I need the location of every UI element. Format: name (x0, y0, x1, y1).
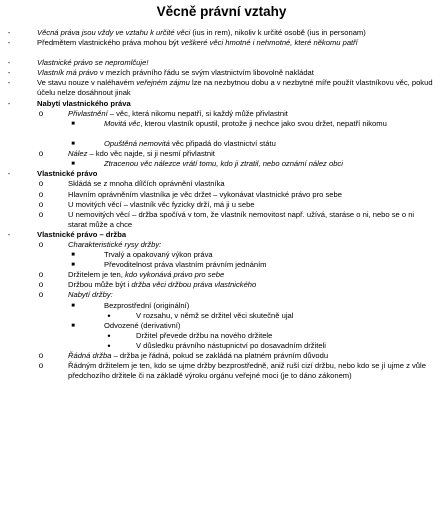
list-item (0, 109, 443, 119)
list-item (0, 210, 443, 230)
bullet-marker: ■ (71, 262, 75, 269)
list-item (0, 38, 443, 58)
bullet-marker: o (38, 280, 44, 290)
list-item-text (68, 270, 433, 280)
bullet-marker: ■ (71, 120, 75, 127)
text-run: Hlavním oprávněním vlastníka je věc držet – vykonávat vlastnické právo pro sebe (68, 189, 342, 199)
list-item-text (37, 58, 433, 68)
list-item-text (68, 210, 433, 230)
text-run: , kterou vlastník opustil, protože ji nechce jako svou držet, nepatří nikomu (140, 118, 387, 128)
list-item (0, 301, 443, 311)
text-run: Vlastnické právo se nepromlčuje! (37, 58, 149, 68)
text-run: Nabytí držby: (68, 290, 113, 300)
list-item (0, 361, 443, 391)
text-run: kdo vykonává právo pro sebe (124, 270, 225, 280)
list-item (0, 280, 443, 290)
bullet-marker: • (107, 310, 111, 321)
list-item (0, 58, 443, 68)
list-item-text (37, 38, 433, 48)
list-item-text (136, 331, 433, 341)
text-run: Vlastník má právo (37, 68, 98, 78)
text-run: U nemovitých věcí – držba spočívá v tom, že vlastník nemovitost např. užívá, staráse o ni, nebo se o ni starat může a chce (68, 209, 415, 229)
list-item-text (104, 159, 433, 169)
list-item (0, 28, 443, 38)
bullet-marker: o (38, 179, 44, 189)
bullet-marker: - (7, 98, 11, 108)
bullet-marker: o (38, 199, 44, 209)
list-item-text (68, 290, 433, 300)
text-run: Řádná držba (68, 351, 112, 360)
text-run: Opuštěná nemovitá (104, 139, 170, 149)
list-item-text (104, 301, 433, 311)
bullet-marker: o (38, 351, 44, 360)
list-item (0, 99, 443, 109)
text-run: Převoditelnost práva vlastním právním jednáním (104, 260, 267, 270)
text-run: veškeré věci hmotné i nehmotné, které někomu patří (180, 38, 358, 48)
list-item-text (68, 200, 433, 210)
text-run: Nabytí vlastnického práva (37, 98, 131, 108)
bullet-marker: ■ (71, 141, 75, 148)
list-item-text (37, 68, 433, 78)
list-item (0, 169, 443, 179)
text-run: věc připadá do vlastnictví státu (169, 139, 276, 149)
list-item-text (37, 230, 433, 240)
text-run: držba věci držbou práva vlastnického (131, 280, 257, 290)
text-run: U movitých věcí – vlastník věc fyzicky drží, má ji u sebe (68, 199, 255, 209)
bullet-marker: - (7, 68, 11, 78)
list-item-text (104, 260, 433, 270)
list-item (0, 270, 443, 280)
list-item (0, 200, 443, 210)
list-item (0, 311, 443, 321)
bullet-marker: - (7, 38, 11, 48)
text-run: Charakteristické rysy držby: (68, 239, 162, 249)
text-run: – kdo věc najde, si ji nesmí přivlastnit (87, 149, 215, 159)
list-item-text (68, 190, 433, 200)
list-item-text (68, 109, 433, 119)
text-run: (ius in rem), nikoliv k určité osobě (ius in personam) (190, 28, 366, 37)
text-run: Odvozené (derivativní) (104, 320, 181, 330)
text-run: – držba je řádná, pokud se zakládá na platném právním důvodu (111, 351, 329, 360)
list-item-text (37, 99, 433, 109)
list-item (0, 119, 443, 139)
bullet-marker: - (7, 58, 11, 68)
text-run: Držitel převede držbu na nového držitele (136, 330, 273, 340)
list-item-text (104, 321, 433, 331)
text-run: V důsledku právního nástupnictví po dosavadním držiteli (136, 340, 326, 350)
list-item-text (68, 179, 433, 189)
text-run: Řádným držitelem je ten, kdo se ujme držby bezprostředně, aniž ruší cizí držbu, nebo kdo se jí ujme z vůle předchozího držitele či na základě výroku orgánu veřejné moci (je to dáno zákonem) (68, 361, 426, 381)
list-item (0, 321, 443, 331)
bullet-list (0, 28, 443, 391)
text-run: Přivlastnění (68, 108, 108, 118)
bullet-marker: o (38, 290, 44, 300)
list-item-text (68, 351, 433, 361)
list-item (0, 139, 443, 149)
text-run: V rozsahu, v němž se držitel věci skutečně ujal (136, 310, 294, 320)
bullet-marker: - (7, 169, 11, 179)
list-item-text (136, 341, 433, 351)
list-item-text (37, 28, 433, 38)
list-item-text (68, 361, 433, 381)
list-item (0, 179, 443, 189)
text-run: Věcná práva jsou vždy ve vztahu k určité věci (37, 28, 191, 37)
list-item-text (68, 240, 433, 250)
bullet-marker: o (38, 361, 44, 371)
list-item (0, 331, 443, 341)
bullet-marker: • (107, 340, 111, 351)
bullet-marker: - (7, 78, 11, 88)
text-run: Skládá se z mnoha dílčích oprávnění vlastníka (68, 179, 225, 189)
bullet-marker: ■ (71, 161, 75, 168)
bullet-marker: o (38, 239, 44, 249)
list-item (0, 250, 443, 260)
text-run: Vlastnické právo (37, 169, 98, 179)
text-run: Předmětem vlastnického práva mohou být (37, 38, 181, 48)
text-run: Bezprostřední (originální) (104, 300, 190, 310)
text-run: Držbou může být i (68, 280, 132, 290)
list-item (0, 149, 443, 159)
list-item (0, 260, 443, 270)
list-item (0, 230, 443, 240)
bullet-marker: ■ (71, 302, 75, 309)
text-run: Nález (68, 149, 88, 159)
list-item-text (104, 250, 433, 260)
text-run: Vlastnické právo – držba (37, 229, 127, 239)
list-item (0, 190, 443, 200)
bullet-marker: o (38, 209, 44, 219)
bullet-marker: - (7, 28, 11, 37)
list-item-text (136, 311, 433, 321)
bullet-marker: ■ (71, 252, 75, 259)
list-item (0, 290, 443, 300)
text-run: Držitelem je ten, (68, 270, 125, 280)
bullet-marker: - (7, 229, 11, 239)
text-run: Ztracenou věc nálezce vrátí tomu, kdo ji ztratil, nebo oznámí nález obci (104, 159, 343, 169)
text-run: – věc, která nikomu nepatří, si každý může přivlastnit (107, 108, 288, 118)
bullet-marker: • (107, 330, 111, 341)
list-item-text (68, 149, 433, 159)
list-item-text (104, 119, 433, 129)
list-item (0, 351, 443, 361)
list-item-text (37, 169, 433, 179)
list-item-text (68, 280, 433, 290)
text-run: Trvalý a opakovaný výkon práva (104, 250, 213, 260)
bullet-marker: o (38, 149, 44, 159)
text-run: Movitá věc (104, 118, 141, 128)
text-run: veřejném zájmu (136, 78, 190, 88)
bullet-marker: o (38, 270, 44, 280)
bullet-marker: o (38, 108, 44, 118)
list-item (0, 78, 443, 98)
list-item (0, 68, 443, 78)
text-run: lze na nezbytnou dobu a v nezbytné míře použít vlastníkovu věc, pokud účelu nelze dosáhnout jinak (37, 78, 433, 98)
bullet-marker: ■ (71, 322, 75, 329)
bullet-marker: o (38, 189, 44, 199)
text-run: v mezích právního řádu se svým vlastnictvím libovolně nakládat (97, 68, 314, 78)
list-item-text (104, 139, 433, 149)
list-item (0, 341, 443, 351)
page-title: Věcně právní vztahy (156, 4, 287, 19)
list-item-text (37, 78, 433, 98)
text-run: Ve stavu nouze v naléhavém (37, 78, 137, 88)
list-item (0, 159, 443, 169)
list-item (0, 240, 443, 250)
